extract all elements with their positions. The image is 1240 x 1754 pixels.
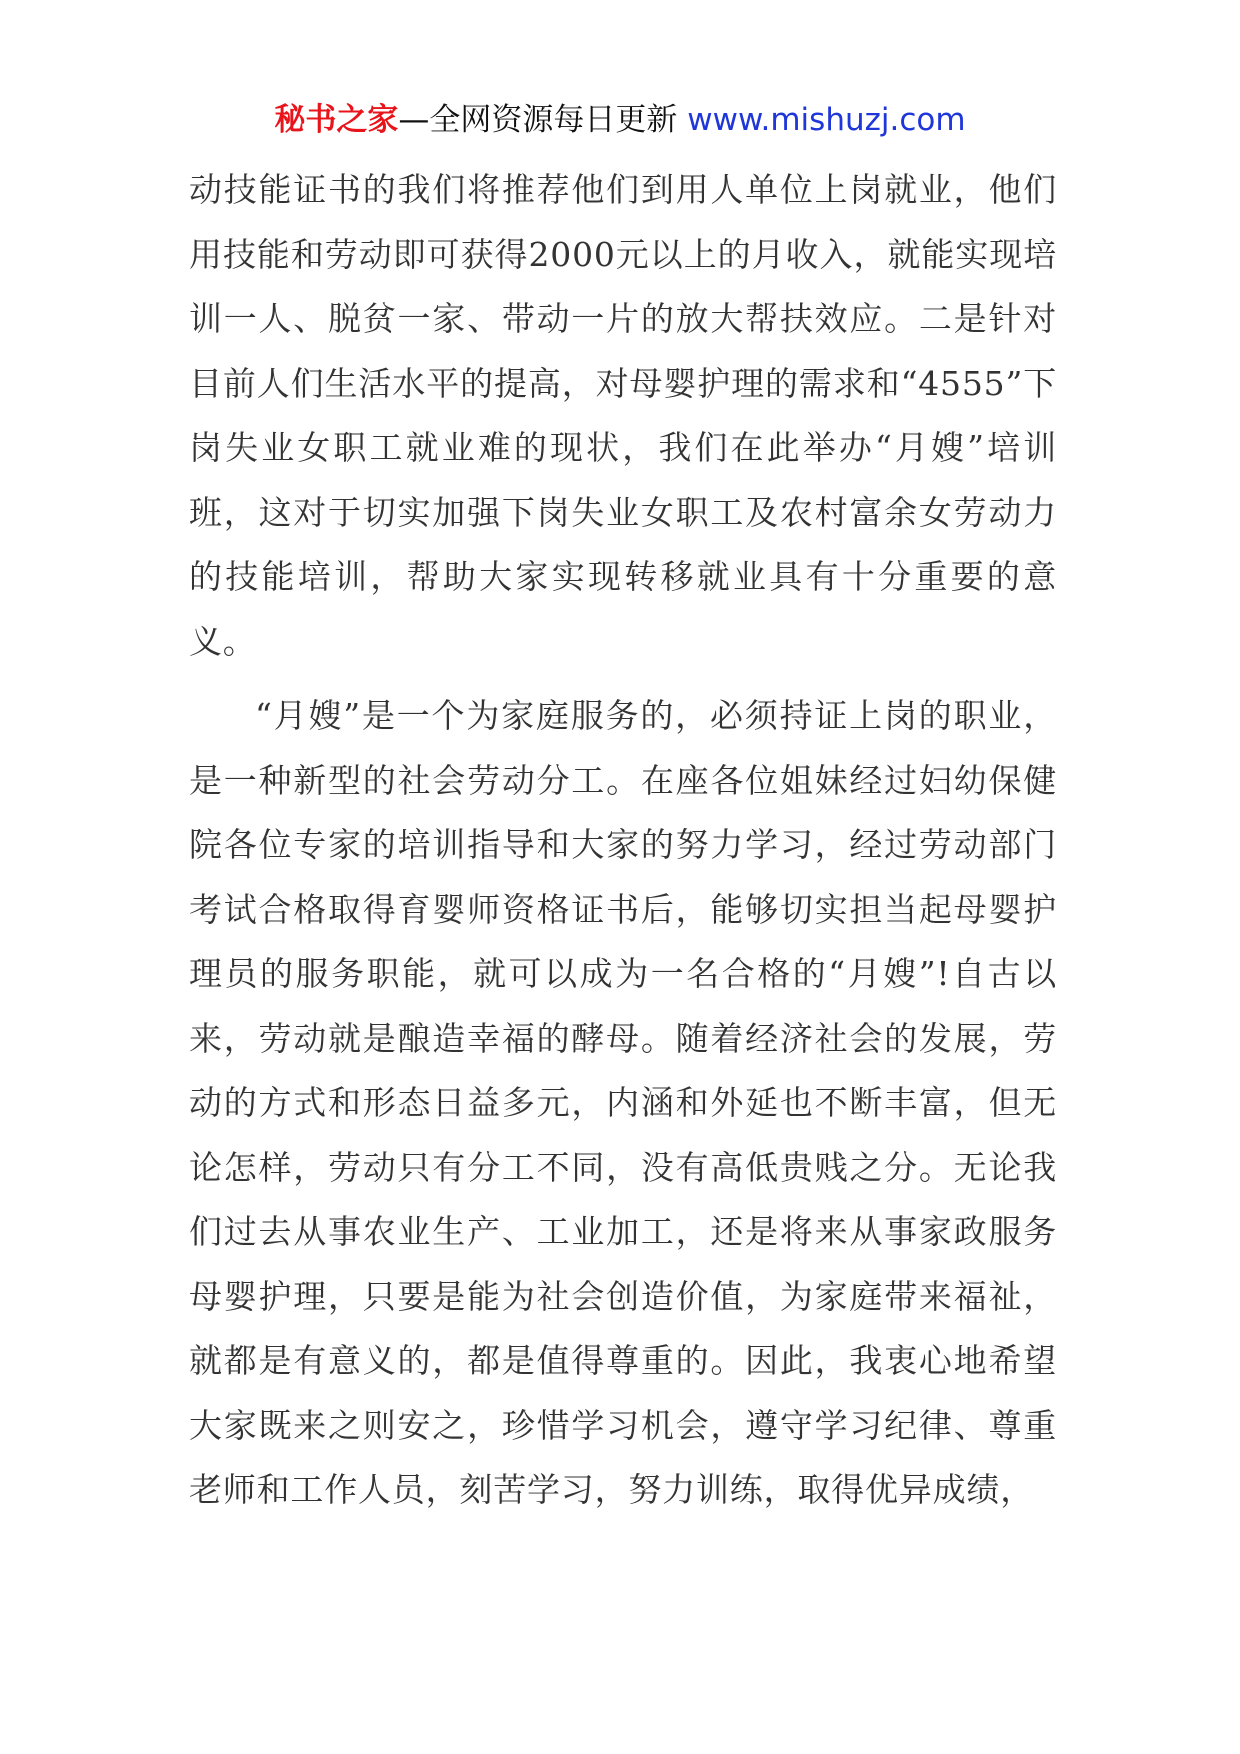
paragraph-yuesao: “月嫂”是一个为家庭服务的，必须持证上岗的职业，是一种新型的社会劳动分工。在座各位姐妹经过妇幼保健院各位专家的培训指导和大家的努力学习，经过劳动部门考试合格取得育婴师资格证书后，能够切实担当起母婴护理员的服务职能，就可以成为一名合格的“月嫂”!自古以来，劳动就是酿造幸福的酵母。随着经济社会的发展，劳动的方式和形态日益多元，内涵和外延也不断丰富，但无论怎样，劳动只有分工不同，没有高低贵贱之分。无论我们过去从事农业生产、工业加工，还是将来从事家政服务母婴护理，只要是能为社会创造价值，为家庭带来福祉，就都是有意义的，都是值得尊重的。因此，我衷心地希望大家既来之则安之，珍惜学习机会，遵守学习纪律、尊重老师和工作人员，刻苦学习，努力训练，取得优异成绩，	[189, 696, 1057, 1509]
document-body	[189, 158, 1057, 1523]
site-url-link[interactable]: www.mishuzj.com	[687, 102, 966, 138]
page-header	[0, 100, 1240, 140]
site-slogan: —全网资源每日更新	[398, 102, 678, 138]
paragraph-continued: 动技能证书的我们将推荐他们到用人单位上岗就业，他们用技能和劳动即可获得2000元以上的月收入，就能实现培训一人、脱贫一家、带动一片的放大帮扶效应。二是针对目前人们生活水平的提高，对母婴护理的需求和“4555”下岗失业女职工就业难的现状，我们在此举办“月嫂”培训班，这对于切实加强下岗失业女职工及农村富余女劳动力的技能培训，帮助大家实现转移就业具有十分重要的意义。	[189, 170, 1057, 661]
site-brand-name: 秘书之家	[274, 102, 399, 138]
